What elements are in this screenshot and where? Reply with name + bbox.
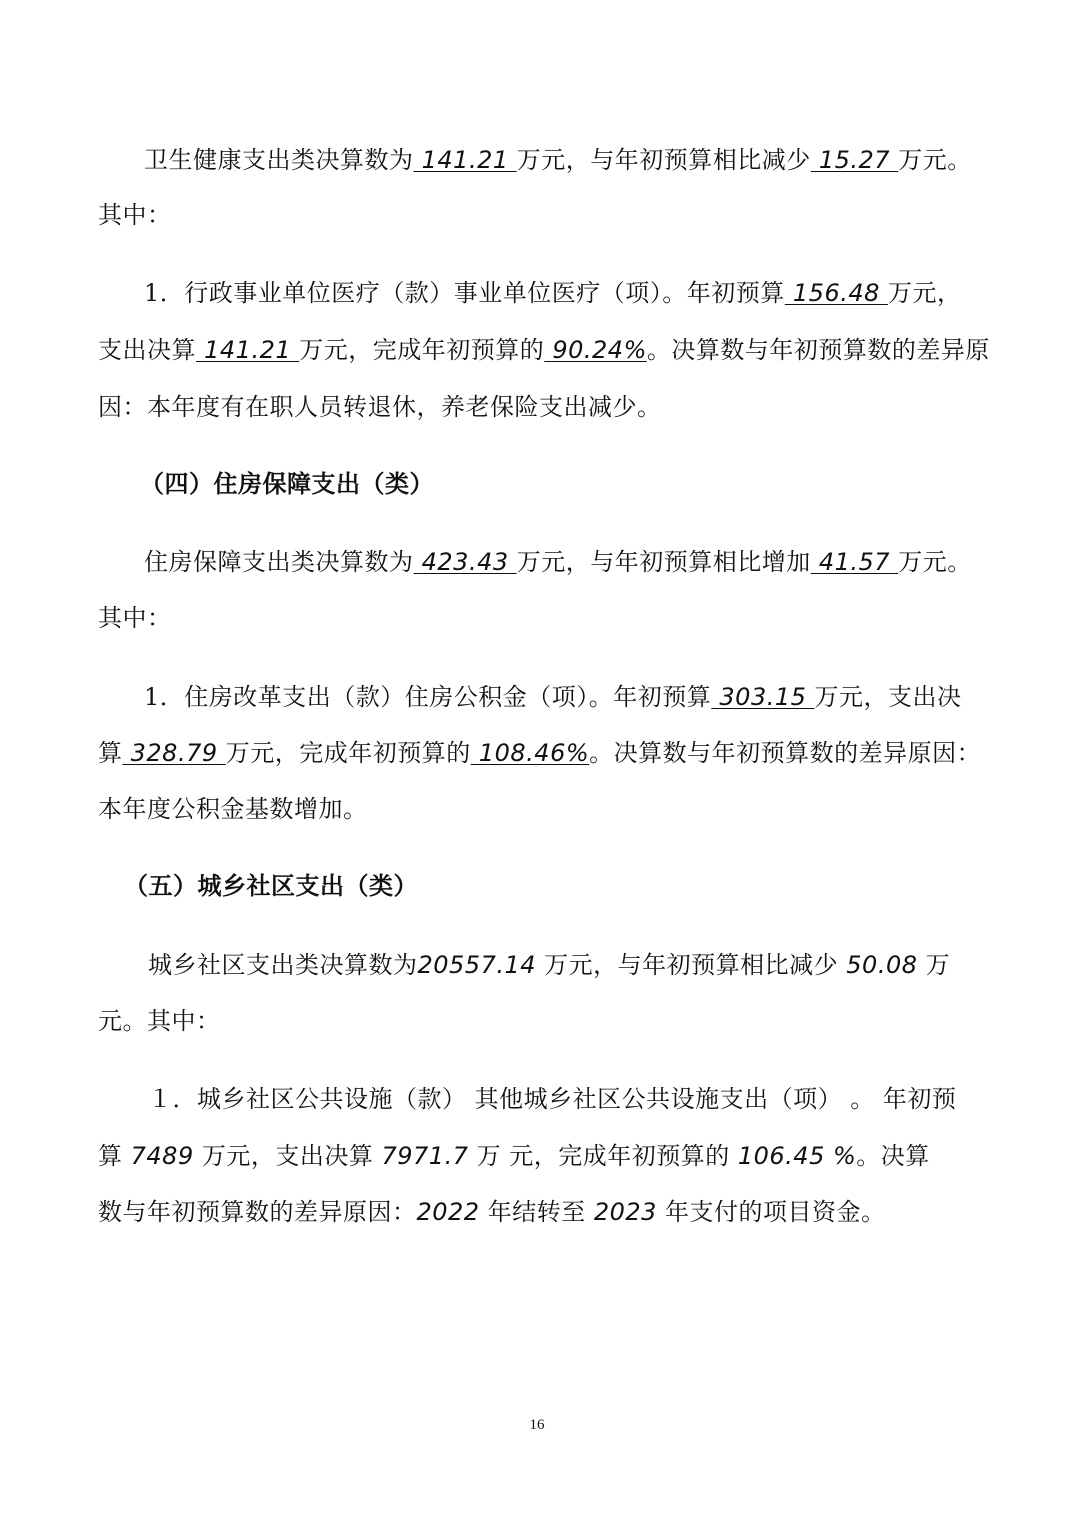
text-run: 万 元，完成年初预算的 <box>468 1142 738 1170</box>
amount-value: 50.08 <box>846 951 918 979</box>
amount-value: 423.43 <box>413 548 517 576</box>
text-run: 万元，完成年初预算的 <box>225 739 471 767</box>
percent-value: 106.45 % <box>737 1142 857 1170</box>
text-run: 万元，与年初预算相比减少 <box>536 951 847 979</box>
text-run: 。决算 <box>856 1142 930 1170</box>
amount-value: 7489 <box>130 1142 194 1170</box>
section-heading: （四）住房保障支出（类） <box>140 469 434 498</box>
text-run: 卫生健康支出类决算数为 <box>144 146 414 174</box>
text-run: 万元，与年初预算相比增加 <box>516 548 811 576</box>
text-run: 元。其中： <box>98 1007 221 1035</box>
text-line <box>98 601 172 635</box>
page-number: 16 <box>529 1417 545 1433</box>
text-run: 万元，完成年初预算的 <box>299 336 545 364</box>
text-line <box>98 198 172 232</box>
text-run: 住房保障支出类决算数为 <box>144 548 414 576</box>
percent-value: 90.24% <box>544 336 647 364</box>
text-run: 年支付的项目资金。 <box>656 1198 886 1226</box>
text-run: 万元。 <box>898 146 972 174</box>
text-line <box>98 736 981 770</box>
text-line <box>98 333 990 367</box>
amount-value: 41.57 <box>810 548 899 576</box>
amount-value: 141.21 <box>196 336 300 364</box>
text-line <box>144 680 962 714</box>
amount-value: 156.48 <box>784 279 889 307</box>
amount-value: 15.27 <box>810 146 899 174</box>
amount-value: 20557.14 <box>417 951 537 979</box>
year-value: 2023 <box>593 1198 657 1226</box>
text-run: 万 <box>917 951 951 979</box>
text-run: 其中： <box>98 201 172 229</box>
text-line <box>144 143 972 177</box>
text-line <box>98 390 662 424</box>
text-run: 1．住房改革支出（款）住房公积金（项）。年初预算 <box>144 683 712 711</box>
text-run: １．城乡社区公共设施（款） 其他城乡社区公共设施支出（项） 。 年初预 <box>148 1085 957 1113</box>
text-run: 。决算数与年初预算数的差异原 <box>646 336 990 364</box>
text-line <box>98 1195 886 1229</box>
text-run: 万元。 <box>898 548 972 576</box>
text-run: 万元，与年初预算相比减少 <box>516 146 811 174</box>
amount-value: 7971.7 <box>381 1142 469 1170</box>
text-run: 算 <box>98 1142 131 1170</box>
text-line <box>98 1139 930 1173</box>
amount-value: 141.21 <box>413 146 517 174</box>
text-run: 其中： <box>98 604 172 632</box>
text-run: 1．行政事业单位医疗（款）事业单位医疗（项）。年初预算 <box>144 279 785 307</box>
text-run: 城乡社区支出类决算数为 <box>148 951 418 979</box>
text-run: 因：本年度有在职人员转退休，养老保险支出减少。 <box>98 393 662 421</box>
text-line <box>148 948 950 982</box>
section-heading: （五）城乡社区支出（类） <box>124 871 418 900</box>
text-run: 支出决算 <box>98 336 196 364</box>
text-line <box>98 1004 221 1038</box>
text-run: 数与年初预算数的差异原因： <box>98 1198 417 1226</box>
year-value: 2022 <box>416 1198 480 1226</box>
text-run: 万元， <box>888 279 962 307</box>
text-line <box>144 276 962 310</box>
text-line <box>144 545 972 579</box>
text-run: 本年度公积金基数增加。 <box>98 795 368 823</box>
text-run: 算 <box>98 739 123 767</box>
text-line <box>148 1082 956 1116</box>
text-line <box>98 792 368 826</box>
amount-value: 328.79 <box>122 739 226 767</box>
text-run: 万元，支出决算 <box>193 1142 382 1170</box>
percent-value: 108.46% <box>470 739 590 767</box>
text-run: 。决算数与年初预算数的差异原因： <box>589 739 982 767</box>
amount-value: 303.15 <box>711 683 815 711</box>
text-run: 万元，支出决 <box>814 683 962 711</box>
text-run: 年结转至 <box>479 1198 594 1226</box>
